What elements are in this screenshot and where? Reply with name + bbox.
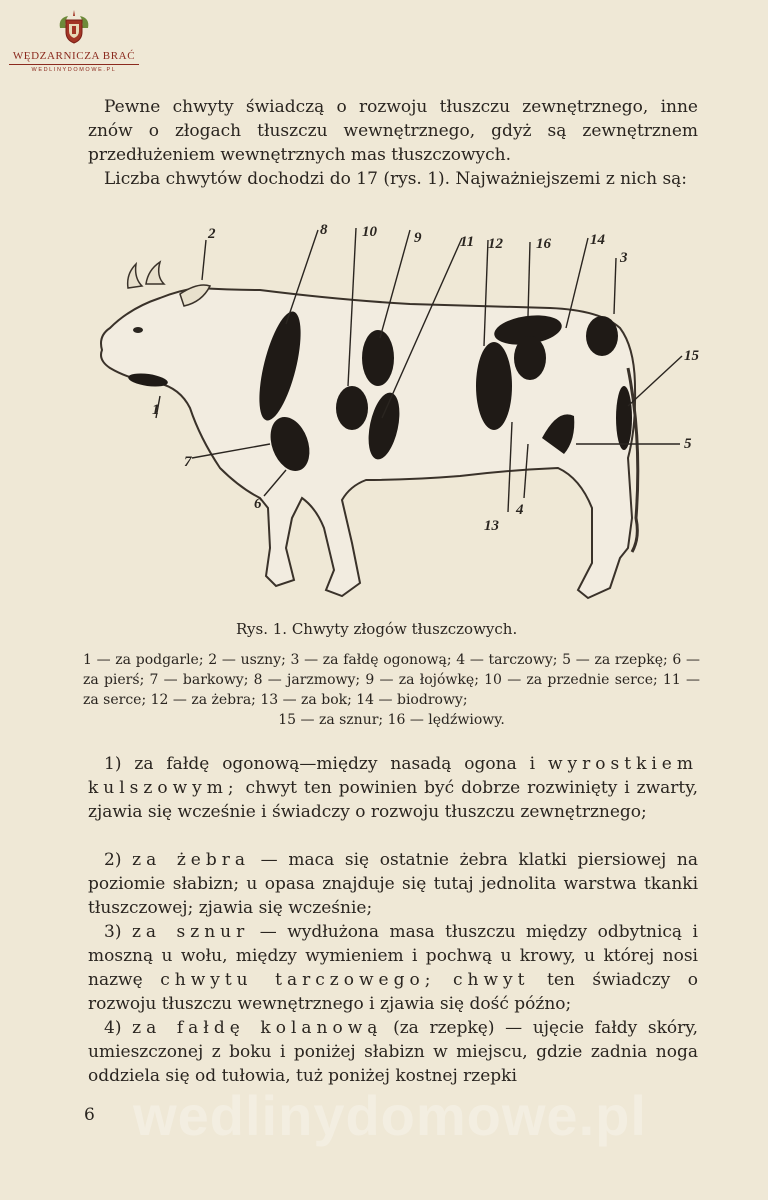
fig-label: 9 bbox=[414, 230, 422, 246]
site-logo bbox=[0, 8, 148, 73]
fig-label: 7 bbox=[184, 454, 192, 470]
legend-text: 1 — za podgarle; 2 — uszny; 3 — za fałdę ogonową; 4 — tarczowy; 5 — za rzepkę; 6 — za pierś; 7 — barkowy; 8 — jarzmowy; 9 — za łojówkę; 10 — za przednie serce; 11 — za serce; 12 — za żebra; 13 — za bok; 14 — biodrowy; bbox=[83, 652, 700, 708]
fig-label: 1 bbox=[152, 402, 160, 418]
fig-label: 4 bbox=[516, 502, 524, 518]
list-item-ribs bbox=[88, 848, 698, 920]
fig-label: 3 bbox=[620, 250, 628, 266]
watermark: wedlinydomowe.pl bbox=[133, 1084, 647, 1147]
list-item-tail-fold bbox=[88, 752, 698, 824]
page-number: 6 bbox=[84, 1105, 95, 1125]
logo-name: WĘDZARNICZA BRAĆ bbox=[12, 50, 136, 62]
fig-label: 6 bbox=[254, 496, 262, 512]
item-spaced-text: chwytu tarczowego; bbox=[160, 970, 436, 990]
paragraph-count: Liczba chwytów dochodzi do 17 (rys. 1). Najważniejszemi z nich są: bbox=[104, 169, 688, 189]
figure-caption: Rys. 1. Chwyty złogów tłuszczowych. bbox=[236, 620, 518, 638]
item-spaced-text: za żebra bbox=[132, 850, 251, 870]
fig-label: 13 bbox=[484, 518, 499, 534]
fig-label: 8 bbox=[320, 222, 328, 238]
logo-divider bbox=[9, 64, 139, 65]
item-number: 2) bbox=[104, 850, 122, 870]
fig-label: 12 bbox=[488, 236, 503, 252]
fig-label: 11 bbox=[460, 234, 475, 250]
item-spaced-text: za sznur bbox=[131, 922, 250, 942]
list-item-cord bbox=[88, 920, 698, 1016]
logo-url: WEDLINYDOMOWE.PL bbox=[31, 67, 117, 73]
item-text: — maca się ostatnie żebra klatki piersiowej na poziomie słabizn; u opasa znajduje się tutaj jednolita warstwa tkanki tłuszczowej; zjawia się wcześnie; bbox=[88, 850, 699, 918]
item-spaced-text: chwyt bbox=[453, 970, 530, 990]
item-text: (za rzepkę) — ujęcie fałdy skóry, umieszczonej z boku i poniżej słabizn w miejscu, gdzie zadnia noga oddziela się od tułowia, tuż poniżej kostnej rzepki bbox=[88, 1018, 699, 1086]
item-spaced-text: wyrostkiem kulszowym; bbox=[88, 754, 698, 798]
figure-legend bbox=[83, 650, 700, 730]
item-spaced-text: za fałdę kolanową bbox=[132, 1018, 383, 1038]
fig-label: 14 bbox=[590, 232, 605, 248]
item-text: ten świadczy o rozwoju tłuszczu wewnętrznego i zjawia się dość późno; bbox=[88, 970, 699, 1014]
item-number: 3) bbox=[104, 922, 122, 942]
item-text: chwyt ten powinien być dobrze rozwinięty i zwarty, zjawia się wcześnie i świadczy o rozwoju tłuszczu zewnętrznego; bbox=[88, 778, 698, 822]
fig-label: 10 bbox=[362, 224, 377, 240]
legend-text-last: 15 — za sznur; 16 — lędźwiowy. bbox=[278, 712, 505, 728]
item-text: — wydłużona masa tłuszczu między odbytnicą i moszną u wołu, między wymieniem i pochwą u krowy, u której nosi nazwę bbox=[88, 922, 698, 990]
list-item-knee-fold bbox=[88, 1016, 698, 1088]
paragraph-intro: Pewne chwyty świadczą o rozwoju tłuszczu zewnętrznego, inne znów o złogach tłuszczu wewnętrznego, gdyż są zewnętrznem przedłużeniem wewnętrznych mas tłuszczowych. bbox=[88, 97, 698, 165]
item-number: 1) bbox=[104, 754, 122, 774]
crest-emblem-icon bbox=[54, 8, 94, 48]
fig-label: 2 bbox=[208, 226, 216, 242]
fig-label: 15 bbox=[684, 348, 699, 364]
item-text: za fałdę ogonową—między nasadą ogona i bbox=[134, 754, 536, 774]
item-number: 4) bbox=[104, 1018, 122, 1038]
cow-fat-deposits-figure bbox=[80, 218, 710, 618]
fig-label: 16 bbox=[536, 236, 551, 252]
fig-label: 5 bbox=[684, 436, 692, 452]
